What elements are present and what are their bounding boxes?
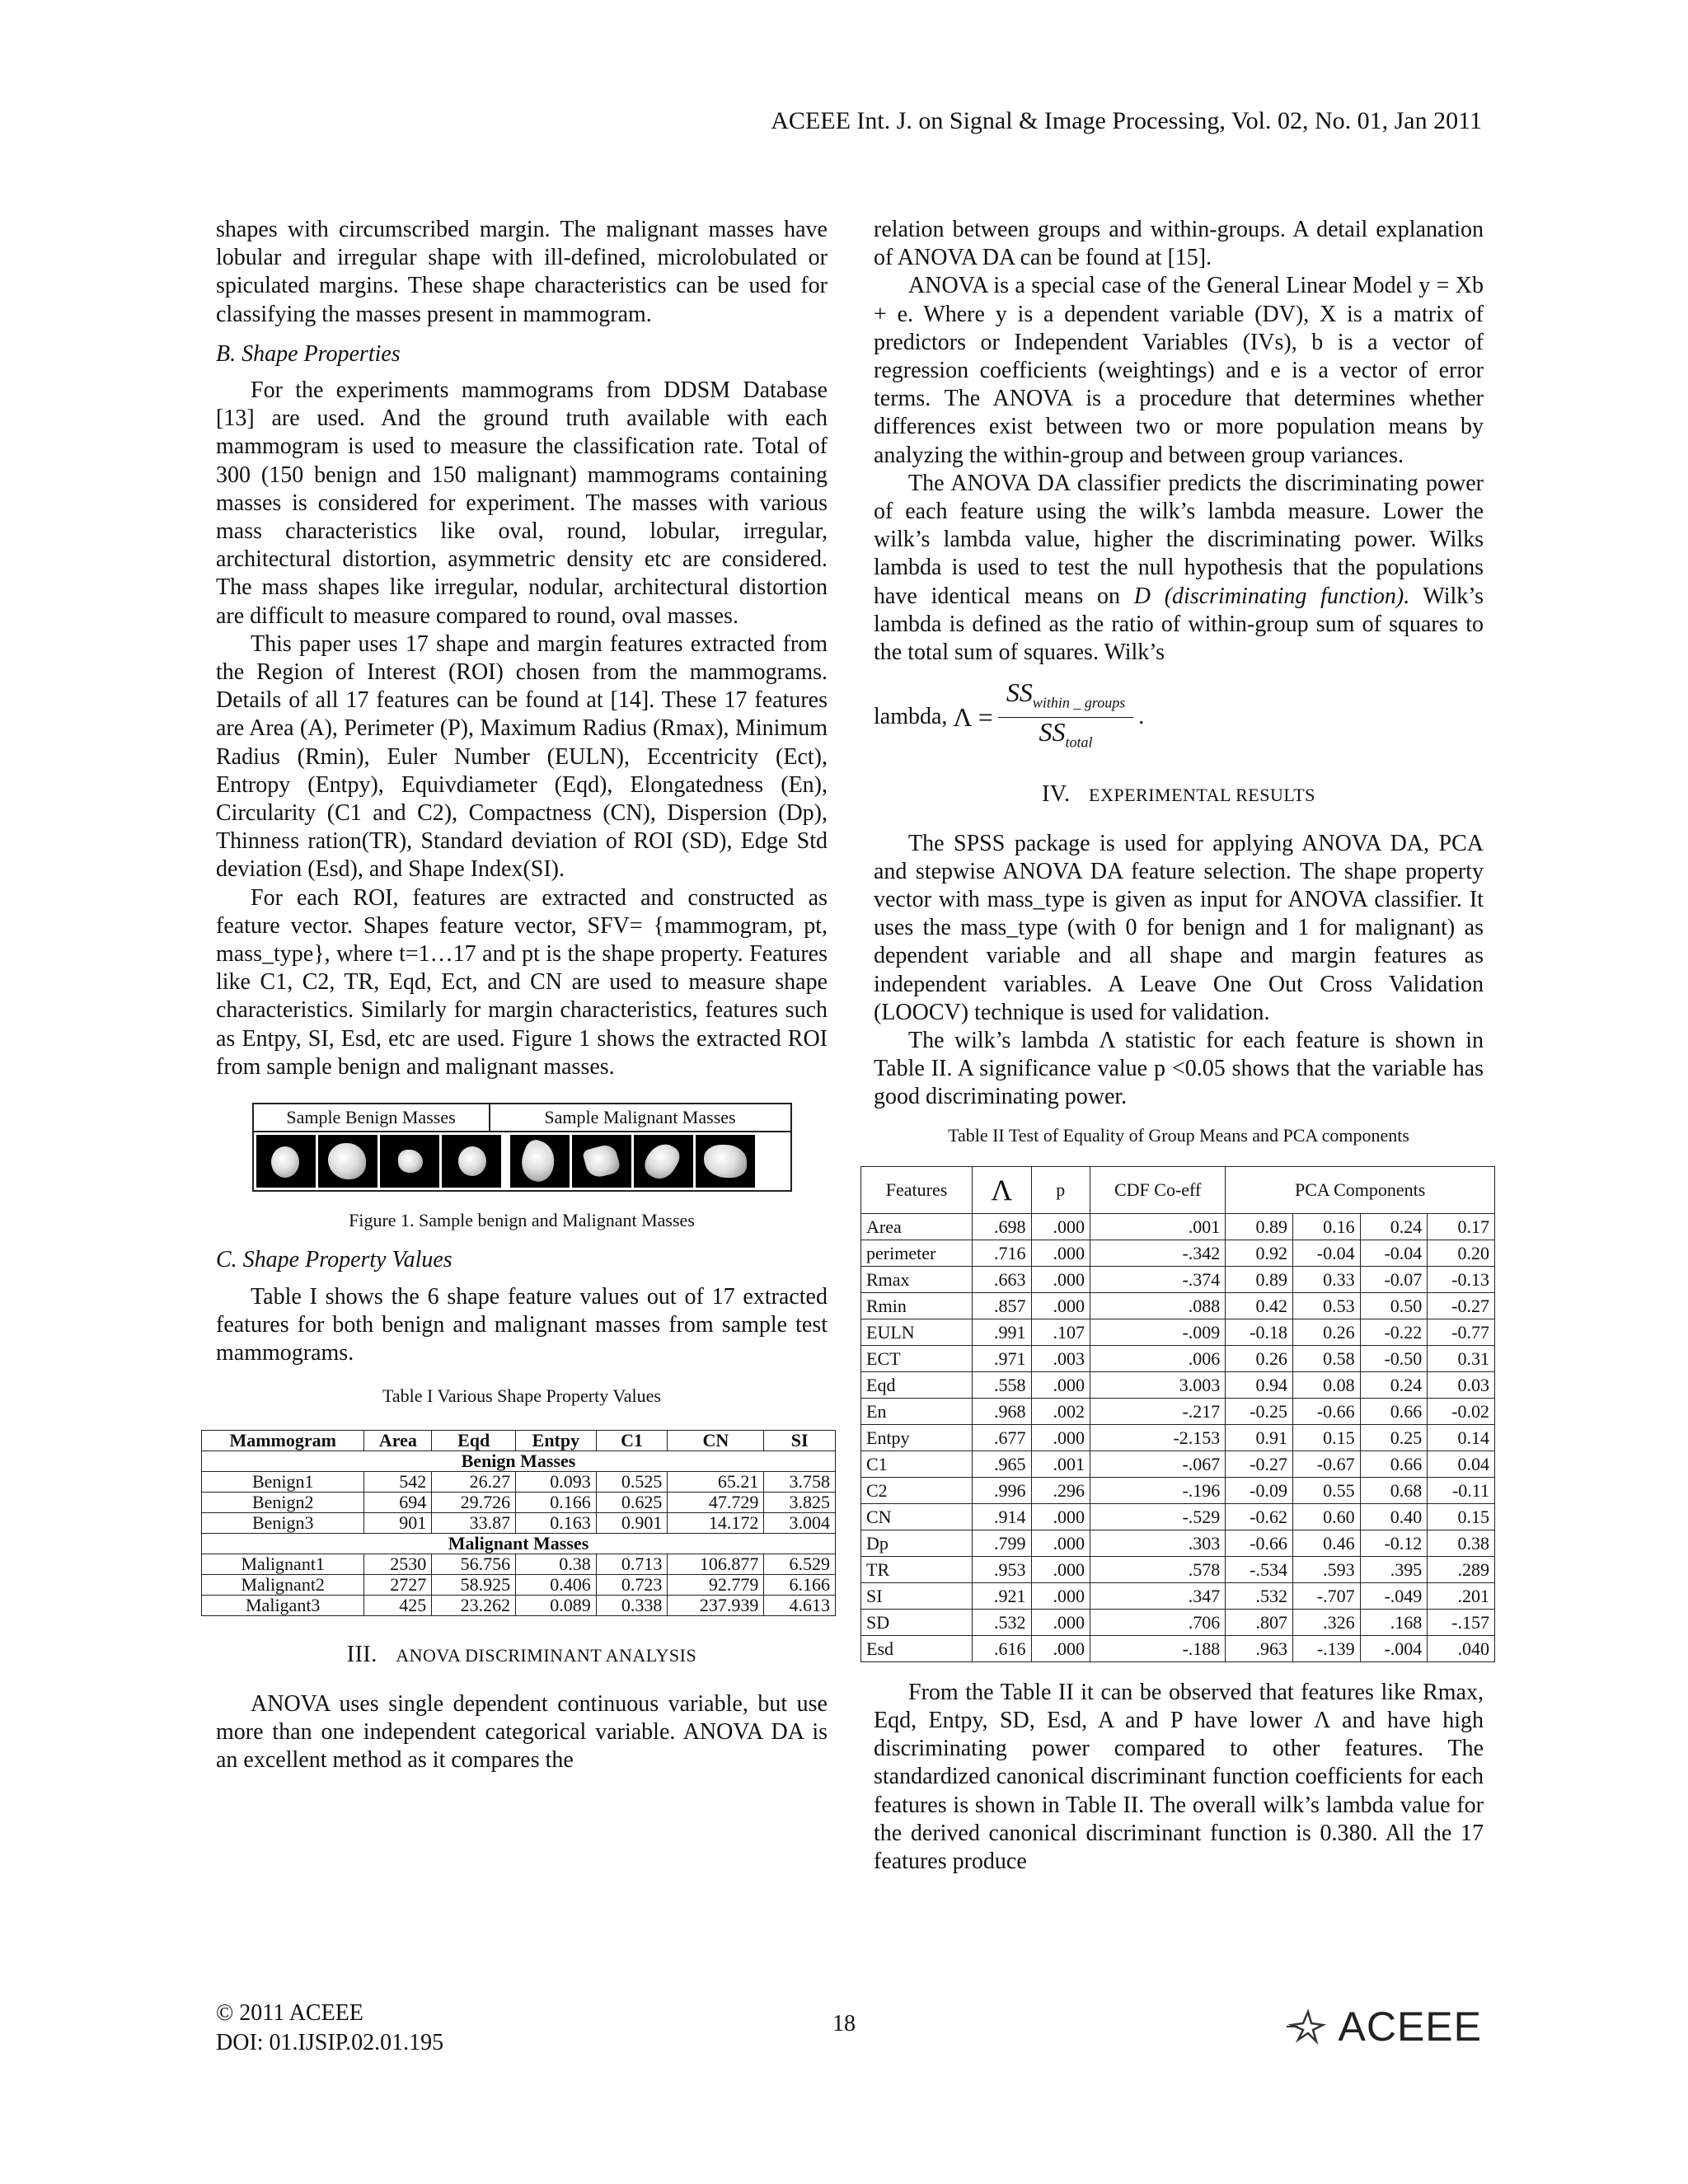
feature-name-cell: Rmin	[861, 1292, 973, 1319]
value-cell: 0.66	[1360, 1451, 1428, 1477]
table-row: Benign2 694 29.726 0.166 0.625 47.729 3.825	[202, 1493, 836, 1513]
value-cell: 0.89	[1226, 1266, 1293, 1292]
value-cell: -0.07	[1360, 1266, 1428, 1292]
value-cell: .000	[1031, 1609, 1090, 1635]
value-cell: -0.25	[1226, 1398, 1293, 1424]
table-row	[861, 1635, 1495, 1661]
table-row	[861, 1213, 1495, 1240]
table-row	[861, 1240, 1495, 1266]
value-cell: -.217	[1090, 1398, 1226, 1424]
value-cell: -0.66	[1292, 1398, 1360, 1424]
table-row	[861, 1582, 1495, 1609]
paragraph: ANOVA is a special case of the General Linear Model y = Xb + e. Where y is a dependent variable (DV), X is a matrix of predictors or Independent Variables (IVs), b is a vector of regression coefficients (weightings) and e is a vector of error terms. The ANOVA is a procedure that determines whether differences exist between two or more population means by analyzing the within-group and between group variances.	[874, 273, 1484, 468]
paragraph: From the Table II it can be observed that features like Rmax, Eqd, Entpy, SD, Esd, A and P have lower Λ and have high discriminating power compared to other features. The standardized canonical discriminant function coefficients for each features is shown in Table II. The overall wilk’s lambda value for the derived canonical discriminant function is 0.380. All the 17 features produce	[874, 1679, 1484, 1875]
value-cell: .965	[973, 1451, 1031, 1477]
table-row	[861, 1292, 1495, 1319]
value-cell: .088	[1090, 1292, 1226, 1319]
value-cell: 0.25	[1360, 1424, 1428, 1451]
value-cell: 0.26	[1226, 1345, 1293, 1371]
value-cell: 0.20	[1428, 1240, 1495, 1266]
page-number: 18	[832, 2011, 856, 2036]
table-row	[861, 1398, 1495, 1424]
figure-caption: Figure 1. Sample benign and Malignant Masses	[349, 1210, 695, 1231]
column-header: Entpy	[516, 1431, 597, 1451]
column-header: Eqd	[432, 1431, 516, 1451]
value-cell: .698	[973, 1213, 1031, 1240]
value-cell: .968	[973, 1398, 1031, 1424]
table-row: Malignant1 2530 56.756 0.38 0.713 106.877 6.529	[202, 1554, 836, 1575]
value-cell: -0.66	[1226, 1530, 1293, 1556]
section-number: III.	[346, 1642, 377, 1668]
value-cell: -0.11	[1428, 1477, 1495, 1503]
left-column	[216, 216, 828, 1774]
value-cell: -.342	[1090, 1240, 1226, 1266]
column-header: PCA Components	[1226, 1166, 1495, 1213]
value-cell: .303	[1090, 1530, 1226, 1556]
value-cell: 0.53	[1292, 1292, 1360, 1319]
feature-name-cell: Eqd	[861, 1371, 973, 1398]
value-cell: .616	[973, 1635, 1031, 1661]
figure-images	[252, 1131, 792, 1192]
malignant-mass-image	[510, 1135, 570, 1188]
value-cell: .347	[1090, 1582, 1226, 1609]
value-cell: 0.40	[1360, 1503, 1428, 1530]
value-cell: 0.24	[1360, 1371, 1428, 1398]
value-cell: 0.04	[1428, 1451, 1495, 1477]
value-cell: .395	[1360, 1556, 1428, 1582]
footer-left	[216, 1999, 443, 2058]
value-cell: .558	[973, 1371, 1031, 1398]
value-cell: 0.66	[1360, 1398, 1428, 1424]
value-cell: 0.16	[1292, 1213, 1360, 1240]
star-logo-icon	[1287, 2008, 1333, 2045]
value-cell: -0.67	[1292, 1451, 1360, 1477]
paragraph: For the experiments mammograms from DDSM Database [13] are used. And the ground truth available with each mammogram is used to measure the classification rate. Total of 300 (150 benign and 150 malignant) mammograms containing masses is considered for experiment. The masses with various mass characteristics like oval, round, lobular, irregular, architectural distortion, asymmetric density etc are considered. The mass shapes like irregular, nodular, architectural distortion are difficult to measure compared to round, oval masses.	[216, 377, 828, 629]
paragraph: The wilk’s lambda Λ statistic for each feature is shown in Table II. A significance value p <0.05 shows that the variable has good discriminating power.	[874, 1028, 1484, 1110]
table-row	[861, 1451, 1495, 1477]
figure-header	[252, 1103, 792, 1131]
value-cell: 0.50	[1360, 1292, 1428, 1319]
value-cell: -0.27	[1428, 1292, 1495, 1319]
value-cell: 0.92	[1226, 1240, 1293, 1266]
paragraph: relation between groups and within-groups. A detail explanation of ANOVA DA can be found at [15].	[874, 217, 1484, 271]
feature-name-cell: Rmax	[861, 1266, 973, 1292]
value-cell: .000	[1031, 1530, 1090, 1556]
table-row	[861, 1371, 1495, 1398]
value-cell: .706	[1090, 1609, 1226, 1635]
paragraph: The SPSS package is used for applying ANOVA DA, PCA and stepwise ANOVA DA feature selection. The shape property vector with mass_type is given as input for ANOVA classifier. It uses the mass_type (with 0 for benign and 1 for malignant) as dependent variable and all shape and margin features as independent variables. A Leave One Out Cross Validation (LOOCV) technique is used for validation.	[874, 830, 1484, 1025]
value-cell: 0.58	[1292, 1345, 1360, 1371]
value-cell: .040	[1428, 1635, 1495, 1661]
value-cell: .289	[1428, 1556, 1495, 1582]
value-cell: .107	[1031, 1319, 1090, 1345]
value-cell: 0.17	[1428, 1213, 1495, 1240]
paragraph: Table I shows the 6 shape feature values out of 17 extracted features for both benign and malignant masses from sample test mammograms.	[216, 1283, 828, 1366]
value-cell: .003	[1031, 1345, 1090, 1371]
paragraph: shapes with circumscribed margin. The malignant masses have lobular and irregular shape with ill-defined, microlobulated or spiculated margins. These shape characteristics can be used for classifying the masses present in mammogram.	[216, 217, 828, 327]
value-cell: 0.14	[1428, 1424, 1495, 1451]
table-row: Benign3 901 33.87 0.163 0.901 14.172 3.004	[202, 1513, 836, 1534]
value-cell: .578	[1090, 1556, 1226, 1582]
value-cell: .002	[1031, 1398, 1090, 1424]
value-cell: 0.03	[1428, 1371, 1495, 1398]
doi: DOI: 01.IJSIP.02.01.195	[216, 2030, 444, 2055]
malignant-label: Sample Malignant Masses	[544, 1107, 736, 1127]
feature-name-cell: C1	[861, 1451, 973, 1477]
column-header: Mammogram	[202, 1431, 364, 1451]
column-header: Area	[364, 1431, 432, 1451]
value-cell: -0.09	[1226, 1477, 1293, 1503]
value-cell: 0.38	[1428, 1530, 1495, 1556]
value-cell: -.004	[1360, 1635, 1428, 1661]
feature-name-cell: En	[861, 1398, 973, 1424]
feature-name-cell: CN	[861, 1503, 973, 1530]
right-column	[866, 216, 1489, 1876]
feature-name-cell: Esd	[861, 1635, 973, 1661]
table-row: Malignant2 2727 58.925 0.406 0.723 92.779 6.166	[202, 1575, 836, 1596]
value-cell: .000	[1031, 1266, 1090, 1292]
value-cell: 0.68	[1360, 1477, 1428, 1503]
value-cell: -0.50	[1360, 1345, 1428, 1371]
value-cell: .326	[1292, 1609, 1360, 1635]
value-cell: 0.33	[1292, 1266, 1360, 1292]
table-row	[861, 1503, 1495, 1530]
value-cell: .799	[973, 1530, 1031, 1556]
value-cell: .001	[1090, 1213, 1226, 1240]
malignant-mass-image	[634, 1135, 693, 1188]
value-cell: -.188	[1090, 1635, 1226, 1661]
value-cell: -.009	[1090, 1319, 1226, 1345]
feature-name-cell: ECT	[861, 1345, 973, 1371]
table-header-row	[861, 1166, 1495, 1213]
aceee-logo: ACEEE	[1287, 2003, 1482, 2050]
value-cell: .971	[973, 1345, 1031, 1371]
value-cell: 0.08	[1292, 1371, 1360, 1398]
column-header: C1	[596, 1431, 668, 1451]
value-cell: 0.42	[1226, 1292, 1293, 1319]
feature-name-cell: perimeter	[861, 1240, 973, 1266]
value-cell: -0.04	[1292, 1240, 1360, 1266]
feature-name-cell: C2	[861, 1477, 973, 1503]
value-cell: -0.12	[1360, 1530, 1428, 1556]
wilks-lambda-equation: lambda, Λ = $\frac{SS_{within \_ groups}}{SS_{total}}$ .	[874, 678, 1484, 756]
section-heading	[874, 780, 1484, 809]
feature-name-cell: SI	[861, 1582, 973, 1609]
value-cell: -.196	[1090, 1477, 1226, 1503]
benign-mass-image	[380, 1135, 439, 1188]
value-cell: .000	[1031, 1503, 1090, 1530]
value-cell: .996	[973, 1477, 1031, 1503]
benign-mass-image	[256, 1135, 316, 1188]
malignant-mass-image	[572, 1135, 631, 1188]
value-cell: .807	[1226, 1609, 1293, 1635]
value-cell: 0.60	[1292, 1503, 1360, 1530]
value-cell: .716	[973, 1240, 1031, 1266]
feature-name-cell: Area	[861, 1213, 973, 1240]
value-cell: 0.91	[1226, 1424, 1293, 1451]
feature-name-cell: Dp	[861, 1530, 973, 1556]
value-cell: 0.31	[1428, 1345, 1495, 1371]
table-caption: Table I Various Shape Property Values	[382, 1385, 661, 1407]
column-header: CDF Co-eff	[1090, 1166, 1226, 1213]
value-cell: -.049	[1360, 1582, 1428, 1609]
column-header: Λ	[973, 1166, 1031, 1213]
value-cell: .857	[973, 1292, 1031, 1319]
table-row	[861, 1319, 1495, 1345]
value-cell: .000	[1031, 1292, 1090, 1319]
value-cell: .201	[1428, 1582, 1495, 1609]
feature-name-cell: EULN	[861, 1319, 973, 1345]
benign-mass-image	[442, 1135, 501, 1188]
table-row: Maligant3 425 23.262 0.089 0.338 237.939 4.613	[202, 1596, 836, 1616]
value-cell: .532	[1226, 1582, 1293, 1609]
value-cell: -.157	[1428, 1609, 1495, 1635]
feature-name-cell: Entpy	[861, 1424, 973, 1451]
group-row: Malignant Masses	[202, 1534, 836, 1554]
value-cell: 0.15	[1292, 1424, 1360, 1451]
value-cell: 3.003	[1090, 1371, 1226, 1398]
value-cell: 0.89	[1226, 1213, 1293, 1240]
value-cell: .953	[973, 1556, 1031, 1582]
value-cell: .914	[973, 1503, 1031, 1530]
value-cell: 0.15	[1428, 1503, 1495, 1530]
value-cell: .921	[973, 1582, 1031, 1609]
value-cell: 0.26	[1292, 1319, 1360, 1345]
section-number: IV.	[1042, 781, 1071, 808]
column-header: Features	[861, 1166, 973, 1213]
value-cell: .001	[1031, 1451, 1090, 1477]
table-row	[861, 1477, 1495, 1503]
column-header: SI	[764, 1431, 836, 1451]
value-cell: -0.18	[1226, 1319, 1293, 1345]
value-cell: -0.04	[1360, 1240, 1428, 1266]
table-row	[861, 1424, 1495, 1451]
benign-mass-image	[318, 1135, 377, 1188]
table-row	[861, 1609, 1495, 1635]
value-cell: -0.13	[1428, 1266, 1495, 1292]
subsection-heading: B. Shape Properties	[216, 340, 401, 367]
paragraph: This paper uses 17 shape and margin features extracted from the Region of Interest (ROI) chosen from the mammograms. Details of all 17 features can be found at [14]. These 17 features are Area (A), Perimeter (P), Maximum Radius (Rmax), Minimum Radius (Rmin), Euler Number (EULN), Eccentricity (Ect), Entropy (Entpy), Equivdiameter (Eqd), Elongatedness (En), Circularity (C1 and C2), Compactness (CN), Dispersion (Dp), Thinness ration(TR), Standard deviation of ROI (SD), Edge Std deviation (Esd), and Shape Index(SI).	[216, 630, 828, 883]
value-cell: .991	[973, 1319, 1031, 1345]
value-cell: -.534	[1226, 1556, 1293, 1582]
value-cell: .000	[1031, 1424, 1090, 1451]
value-cell: -0.02	[1428, 1398, 1495, 1424]
table-row: Benign1 542 26.27 0.093 0.525 65.21 3.758	[202, 1472, 836, 1493]
value-cell: .000	[1031, 1240, 1090, 1266]
column-header: CN	[668, 1431, 764, 1451]
value-cell: .000	[1031, 1371, 1090, 1398]
paragraph: The ANOVA DA classifier predicts the discriminating power of each feature using the wilk’s lambda measure. Lower the wilk’s lambda value, higher the discriminating power. Wilks lambda is used to test the null hypothesis that the populations have identical means on D (discriminating function). Wilk’s lambda is defined as the ratio of within-group sum of squares to the total sum of squares. Wilk’s	[874, 470, 1484, 666]
value-cell: 0.46	[1292, 1530, 1360, 1556]
journal-header: ACEEE Int. J. on Signal & Image Processing, Vol. 02, No. 01, Jan 2011	[771, 107, 1482, 134]
value-cell: .593	[1292, 1556, 1360, 1582]
table-row	[861, 1345, 1495, 1371]
copyright: © 2011 ACEEE	[216, 2000, 363, 2026]
value-cell: .168	[1360, 1609, 1428, 1635]
value-cell: 0.24	[1360, 1213, 1428, 1240]
paragraph: ANOVA uses single dependent continuous variable, but use more than one independent categorical variable. ANOVA DA is an excellent method as it compares the	[216, 1690, 828, 1773]
feature-name-cell: TR	[861, 1556, 973, 1582]
value-cell: .000	[1031, 1213, 1090, 1240]
value-cell: .532	[973, 1609, 1031, 1635]
benign-label: Sample Benign Masses	[254, 1104, 490, 1131]
value-cell: .963	[1226, 1635, 1293, 1661]
value-cell: .006	[1090, 1345, 1226, 1371]
value-cell: 0.55	[1292, 1477, 1360, 1503]
value-cell: -.374	[1090, 1266, 1226, 1292]
table-2	[860, 1166, 1495, 1662]
fraction: $\frac{SS_{within \_ groups}}{SS_{total}}$	[998, 678, 1133, 756]
subsection-heading: C. Shape Property Values	[216, 1247, 452, 1273]
value-cell: -.529	[1090, 1503, 1226, 1530]
malignant-mass-image	[696, 1135, 755, 1188]
figure-1	[252, 1103, 792, 1235]
section-title: ANOVA DISCRIMINANT ANALYSIS	[396, 1645, 697, 1666]
table-row	[861, 1266, 1495, 1292]
value-cell: -0.62	[1226, 1503, 1293, 1530]
value-cell: .663	[973, 1266, 1031, 1292]
paragraph: For each ROI, features are extracted and constructed as feature vector. Shapes feature vector, SFV= {mammogram, pt, mass_type}, where t=1…17 and pt is the shape property. Features like C1, C2, TR, Eqd, Ect, and CN are used to measure shape characteristics. Similarly for margin characteristics, features such as Entpy, SI, Esd, etc are used. Figure 1 shows the extracted ROI from sample benign and malignant masses.	[216, 884, 828, 1080]
value-cell: .677	[973, 1424, 1031, 1451]
table-header-row	[202, 1431, 836, 1451]
value-cell: .000	[1031, 1635, 1090, 1661]
value-cell: -0.22	[1360, 1319, 1428, 1345]
table-row	[861, 1556, 1495, 1582]
column-header: p	[1031, 1166, 1090, 1213]
table-row	[861, 1530, 1495, 1556]
value-cell: .296	[1031, 1477, 1090, 1503]
group-row: Benign Masses	[202, 1451, 836, 1472]
table-caption: Table II Test of Equality of Group Means and PCA components	[948, 1124, 1409, 1146]
value-cell: -.067	[1090, 1451, 1226, 1477]
feature-name-cell: SD	[861, 1609, 973, 1635]
table-1	[201, 1430, 836, 1616]
value-cell: -0.77	[1428, 1319, 1495, 1345]
value-cell: -2.153	[1090, 1424, 1226, 1451]
value-cell: -.139	[1292, 1635, 1360, 1661]
value-cell: -.707	[1292, 1582, 1360, 1609]
value-cell: 0.94	[1226, 1371, 1293, 1398]
section-title: EXPERIMENTAL RESULTS	[1089, 785, 1315, 806]
value-cell: -0.27	[1226, 1451, 1293, 1477]
section-heading	[216, 1641, 828, 1670]
value-cell: .000	[1031, 1556, 1090, 1582]
value-cell: .000	[1031, 1582, 1090, 1609]
